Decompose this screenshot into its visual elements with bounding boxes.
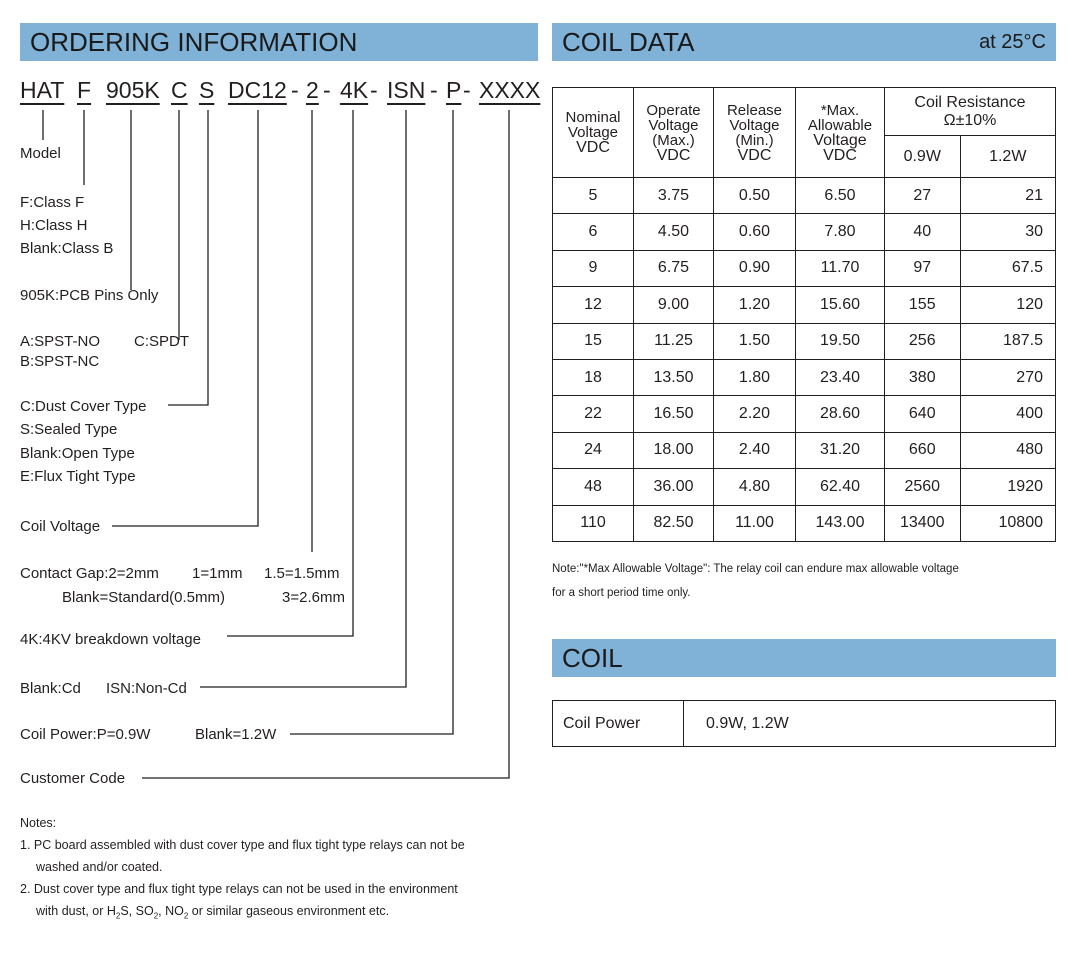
table-row	[553, 178, 1056, 214]
note-1b: washed and/or coated.	[36, 860, 163, 874]
coil-title: COIL	[562, 643, 623, 673]
cell-release: 11.00	[714, 505, 796, 541]
cell-max: 7.80	[796, 214, 885, 250]
label-open: Blank:Open Type	[20, 445, 135, 462]
cell-operate: 11.25	[634, 323, 714, 359]
coil-data-note	[552, 557, 1072, 605]
leader-breakdown	[227, 110, 353, 636]
ordering-info-title: ORDERING INFORMATION	[30, 27, 358, 57]
coil-data-table	[552, 87, 1056, 542]
cell-res-12w: 30	[960, 214, 1055, 250]
cell-operate: 9.00	[634, 287, 714, 323]
cell-operate: 4.50	[634, 214, 714, 250]
code-separator: -	[370, 77, 378, 103]
label-contact-gap-15mm: 1.5=1.5mm	[264, 565, 340, 582]
note-2b: with dust, or $H_2S$, $SO_2$, $NO_2$ or similar gaseous environment etc.	[36, 904, 390, 921]
code-voltage: DC12	[228, 77, 287, 103]
cell-max: 6.50	[796, 178, 885, 214]
label-contact-gap: Contact Gap:2=2mm	[20, 565, 159, 582]
cell-res-12w: 120	[960, 287, 1055, 323]
cell-max: 62.40	[796, 469, 885, 505]
cell-operate: 6.75	[634, 250, 714, 286]
code-power: P	[446, 77, 462, 103]
label-contact-gap-standard: Blank=Standard(0.5mm)	[62, 589, 225, 606]
table-row	[553, 505, 1056, 541]
label-customer-code: Customer Code	[20, 770, 126, 787]
coil-header	[552, 639, 1056, 677]
table-row	[553, 323, 1056, 359]
label-coil-power: Coil Power:P=0.9W	[20, 726, 151, 743]
cell-operate: 18.00	[634, 432, 714, 468]
coil-data-header	[552, 23, 1056, 61]
cell-max: 19.50	[796, 323, 885, 359]
cell-nominal: 18	[553, 359, 634, 395]
table-row	[553, 432, 1056, 468]
cell-res-12w: 10800	[960, 505, 1055, 541]
label-spdt: C:SPDT	[134, 333, 190, 350]
col-res-12w: 1.2W	[960, 136, 1055, 178]
code-cd: ISN	[387, 77, 426, 103]
cell-operate: 36.00	[634, 469, 714, 505]
table-row	[553, 250, 1056, 286]
label-model: Model	[20, 145, 61, 162]
cell-res-12w: 21	[960, 178, 1055, 214]
table-row	[553, 359, 1056, 395]
code-customer: XXXX	[479, 77, 541, 103]
cell-res-12w: 400	[960, 396, 1055, 432]
cell-release: 0.60	[714, 214, 796, 250]
leader-power	[290, 110, 453, 734]
table-row	[553, 396, 1056, 432]
cell-release: 2.20	[714, 396, 796, 432]
note-2a: 2. Dust cover type and flux tight type relays can not be used in the environment	[20, 882, 458, 896]
table-row	[553, 287, 1056, 323]
code-separator: -	[323, 77, 331, 103]
cell-max: 15.60	[796, 287, 885, 323]
label-contact-gap-1mm: 1=1mm	[192, 565, 243, 582]
cell-operate: 82.50	[634, 505, 714, 541]
col-release: Release Voltage (Min.) VDC	[714, 88, 796, 178]
label-class-h: H:Class H	[20, 217, 88, 234]
cell-max: 143.00	[796, 505, 885, 541]
label-coil-voltage: Coil Voltage	[20, 518, 101, 535]
cell-release: 2.40	[714, 432, 796, 468]
coil-data-title: COIL DATA	[562, 27, 695, 57]
cell-operate: 13.50	[634, 359, 714, 395]
table-row	[553, 214, 1056, 250]
code-breakdown: 4K	[340, 77, 369, 103]
cell-max: 11.70	[796, 250, 885, 286]
cell-max: 23.40	[796, 359, 885, 395]
cell-nominal: 15	[553, 323, 634, 359]
coil-note-line-2: for a short period time only.	[552, 587, 691, 599]
coil-power-label: Coil Power	[553, 701, 684, 747]
code-gap: 2	[306, 77, 319, 103]
cell-res-12w: 67.5	[960, 250, 1055, 286]
code-contact: C	[171, 77, 188, 103]
cell-release: 1.20	[714, 287, 796, 323]
label-coil-power-blank: Blank=1.2W	[195, 726, 277, 743]
cell-res-09w: 97	[885, 250, 961, 286]
code-cover: S	[199, 77, 215, 103]
code-class: F	[77, 77, 92, 103]
label-breakdown: 4K:4KV breakdown voltage	[20, 631, 201, 648]
cell-res-09w: 380	[885, 359, 961, 395]
cell-operate: 16.50	[634, 396, 714, 432]
coil-note-line-1: Note:"*Max Allowable Voltage": The relay coil can endure max allowable voltage	[552, 563, 959, 575]
cell-res-09w: 256	[885, 323, 961, 359]
code-separator: -	[463, 77, 471, 103]
col-res-09w: 0.9W	[885, 136, 961, 178]
cell-nominal: 6	[553, 214, 634, 250]
cell-res-12w: 270	[960, 359, 1055, 395]
notes-title: Notes:	[20, 816, 57, 830]
col-coil-resistance: Coil Resistance Ω±10%	[885, 88, 1056, 136]
cell-res-12w: 1920	[960, 469, 1055, 505]
cell-res-09w: 13400	[885, 505, 961, 541]
leader-customer	[142, 110, 509, 778]
code-model: HAT	[20, 77, 65, 103]
cell-release: 1.80	[714, 359, 796, 395]
ordering-notes	[20, 812, 545, 928]
col-max-allowable: *Max. Allowable Voltage VDC	[796, 88, 885, 178]
cell-nominal: 12	[553, 287, 634, 323]
label-dust-cover: C:Dust Cover Type	[20, 398, 147, 415]
cell-res-09w: 2560	[885, 469, 961, 505]
cell-release: 0.90	[714, 250, 796, 286]
cell-nominal: 5	[553, 178, 634, 214]
label-sealed: S:Sealed Type	[20, 421, 118, 438]
label-class-b: Blank:Class B	[20, 240, 114, 257]
label-flux-tight: E:Flux Tight Type	[20, 468, 136, 485]
cell-nominal: 24	[553, 432, 634, 468]
label-class-f: F:Class F	[20, 194, 85, 211]
cell-nominal: 110	[553, 505, 634, 541]
code-separator: -	[291, 77, 299, 103]
cell-res-09w: 27	[885, 178, 961, 214]
table-row	[553, 469, 1056, 505]
leader-cover	[168, 110, 208, 405]
coil-data-condition: at 25°C	[979, 31, 1046, 53]
label-pcb: 905K:PCB Pins Only	[20, 287, 159, 304]
col-operate: Operate Voltage (Max.) VDC	[634, 88, 714, 178]
cell-nominal: 9	[553, 250, 634, 286]
cell-nominal: 22	[553, 396, 634, 432]
cell-res-09w: 155	[885, 287, 961, 323]
coil-power-value: 0.9W, 1.2W	[684, 701, 1056, 747]
label-contact-gap-26mm: 3=2.6mm	[282, 589, 345, 606]
cell-res-09w: 660	[885, 432, 961, 468]
cell-res-12w: 187.5	[960, 323, 1055, 359]
cell-nominal: 48	[553, 469, 634, 505]
code-separator: -	[430, 77, 438, 103]
cell-res-12w: 480	[960, 432, 1055, 468]
note-1a: 1. PC board assembled with dust cover type and flux tight type relays can not be	[20, 838, 465, 852]
cell-res-09w: 40	[885, 214, 961, 250]
cell-max: 28.60	[796, 396, 885, 432]
cell-max: 31.20	[796, 432, 885, 468]
label-spst-no: A:SPST-NO	[20, 333, 101, 350]
cell-res-09w: 640	[885, 396, 961, 432]
label-spst-nc: B:SPST-NC	[20, 353, 100, 370]
cell-release: 4.80	[714, 469, 796, 505]
label-cd: Blank:Cd	[20, 680, 81, 697]
label-non-cd: ISN:Non-Cd	[106, 680, 187, 697]
cell-release: 1.50	[714, 323, 796, 359]
col-nominal: Nominal Voltage VDC	[553, 88, 634, 178]
cell-release: 0.50	[714, 178, 796, 214]
code-pcb: 905K	[106, 77, 160, 103]
cell-operate: 3.75	[634, 178, 714, 214]
coil-power-table	[552, 700, 1056, 747]
